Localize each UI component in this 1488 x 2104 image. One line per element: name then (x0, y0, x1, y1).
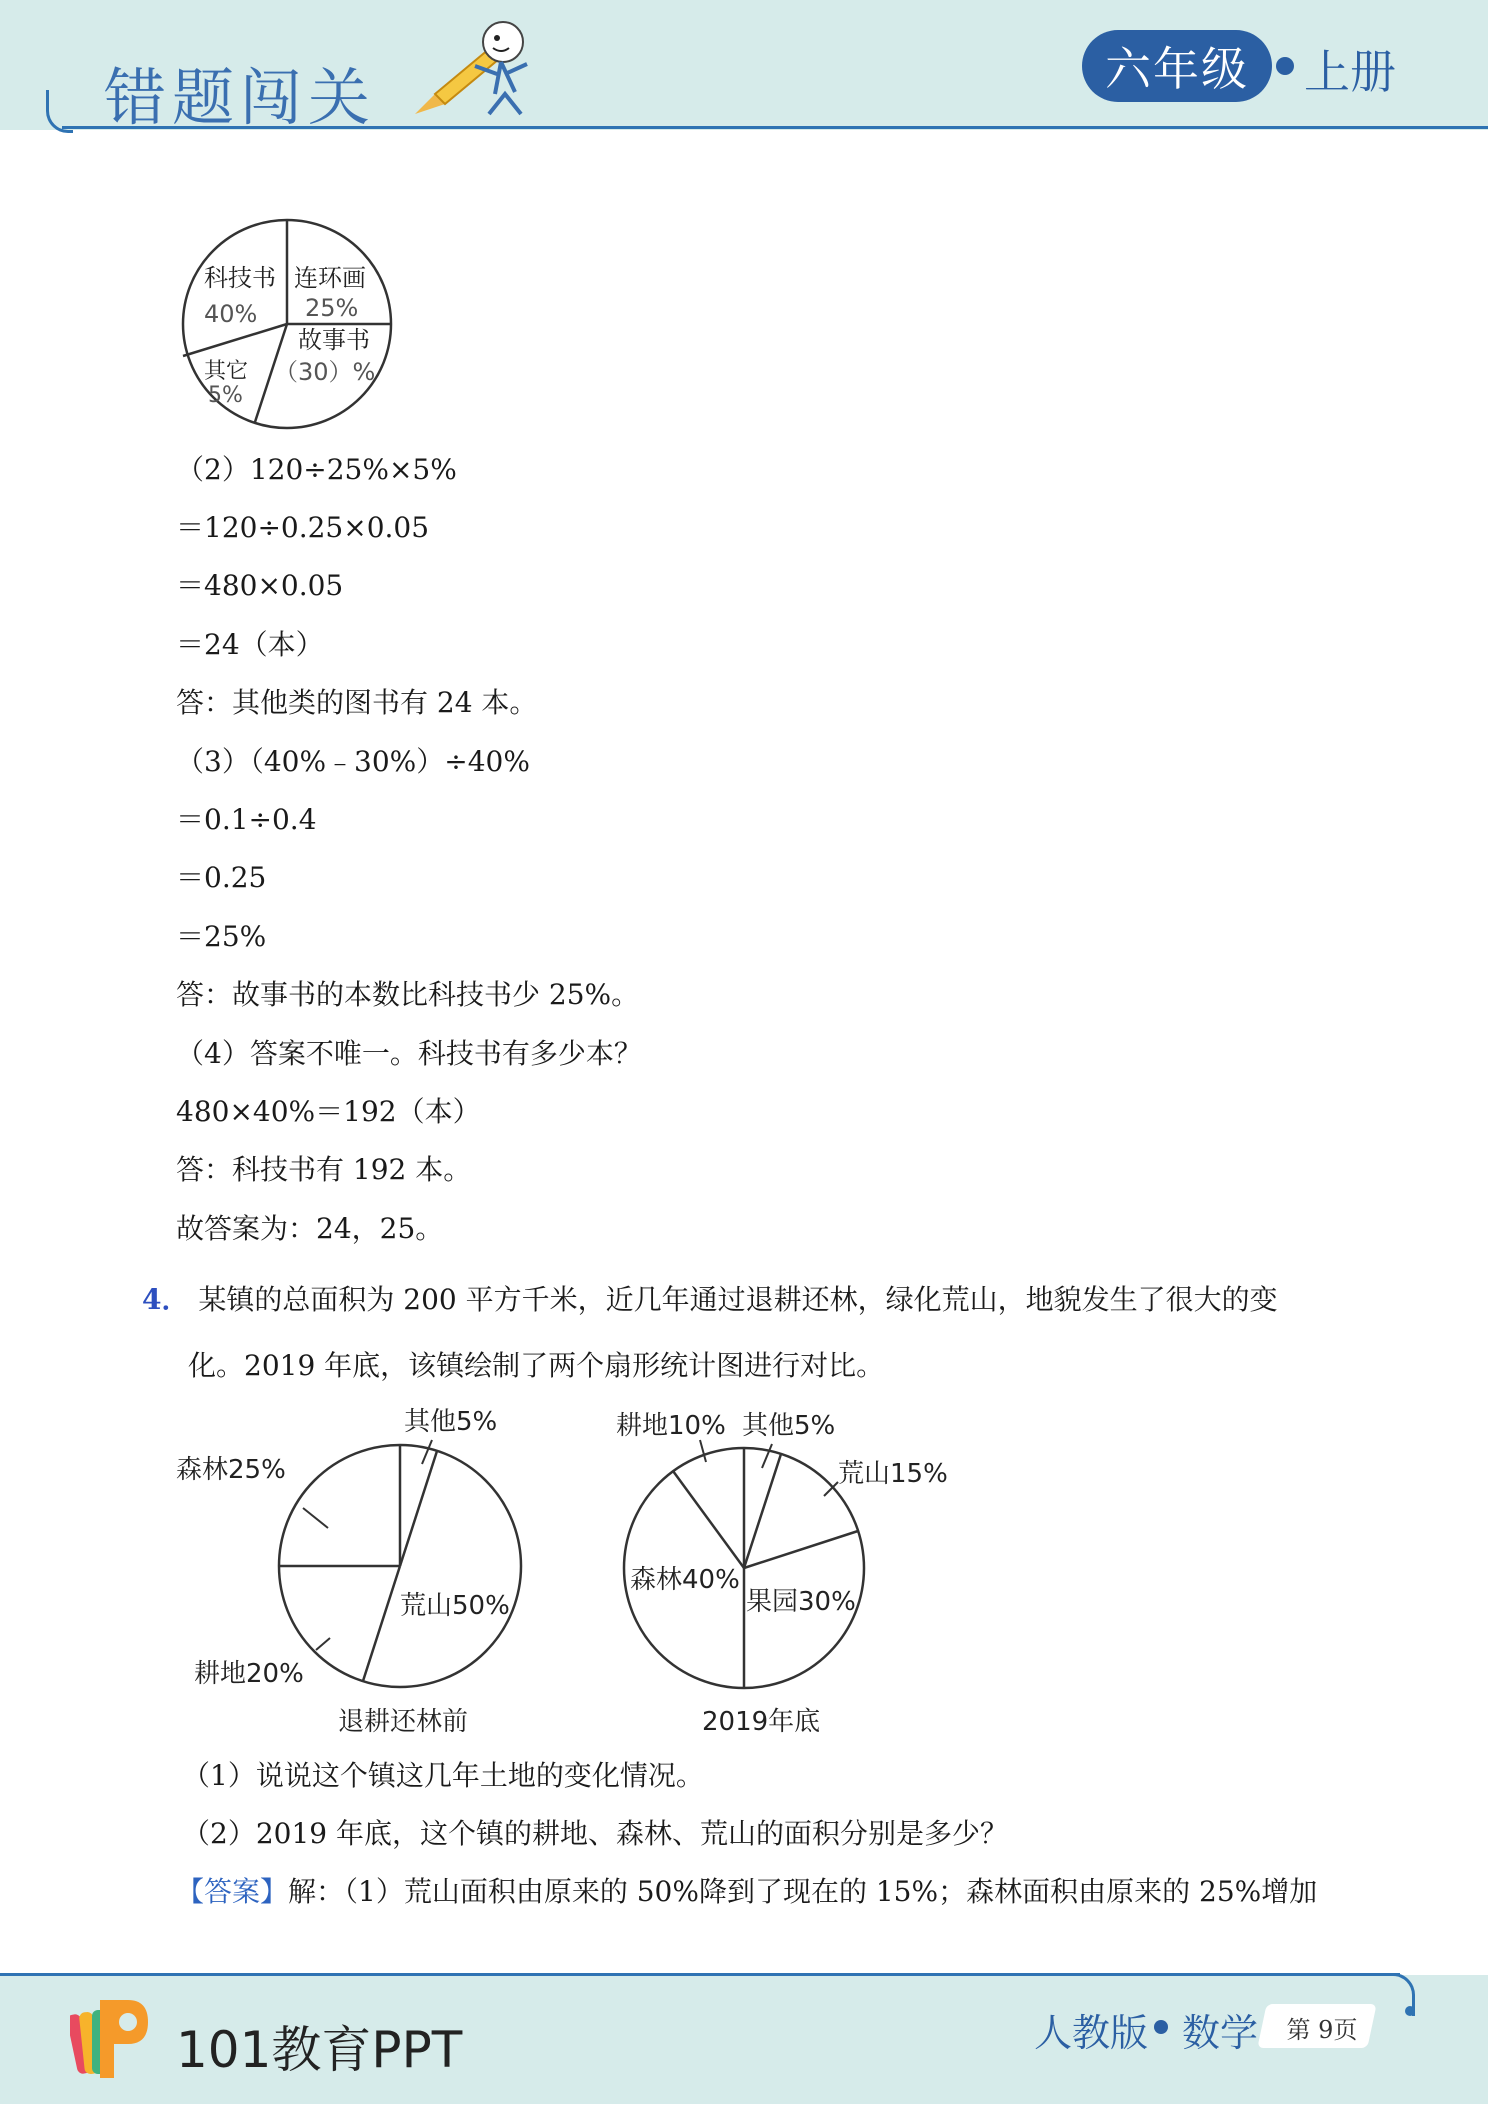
answer-tag: 【答案】 (176, 1875, 289, 1908)
books-label-keji: 科技书 (204, 264, 276, 292)
answer-line (176, 1874, 1317, 1910)
solution-line: ＝480×0.05 (176, 569, 344, 602)
question-4-sub1: （1）说说这个镇这几年土地的变化情况。 (182, 1759, 704, 1792)
before-slice-divider (363, 1566, 400, 1681)
before-slice-divider (400, 1451, 437, 1566)
books-value-qita: 5% (208, 383, 243, 408)
before-leader-line (303, 1508, 328, 1528)
grade-badge: 六年级 (1082, 30, 1272, 102)
footer-rule (0, 1973, 1400, 1976)
books-value-gushi: （30）% (274, 358, 376, 386)
books-value-keji: 40% (204, 300, 258, 328)
question-4-line2: 化。2019 年底，该镇绘制了两个扇形统计图进行对比。 (188, 1349, 885, 1382)
footer-brand: 101教育PPT (176, 2021, 463, 2079)
after-slice-divider (744, 1531, 858, 1568)
footer-edition: 人教版 (1034, 2011, 1149, 2055)
before-chart-title: 退耕还林前 (338, 1707, 469, 1737)
before-leader-line (422, 1440, 432, 1464)
solution-line: ＝120÷0.25×0.05 (176, 511, 430, 544)
solution-line: （2）120÷25%×5% (176, 453, 457, 486)
books-pie-chart (170, 210, 400, 430)
footer-dot (1154, 2020, 1168, 2034)
solution-line: ＝0.25 (176, 861, 267, 894)
solution-line: ＝24（本） (176, 628, 324, 661)
pencil-mascot-icon (405, 14, 545, 122)
books-value-lianhuanhua: 25% (305, 294, 359, 322)
after-label-senlin: 森林40% (630, 1565, 740, 1595)
answer-text: 解：（1）荒山面积由原来的 50%降到了现在的 15%；森林面积由原来的 25%增加 (288, 1875, 1318, 1908)
question-4-sub2: （2）2019 年底，这个镇的耕地、森林、荒山的面积分别是多少？ (182, 1817, 1008, 1850)
question-4-line1 (142, 1282, 1278, 1318)
solution-answer: 答：其他类的图书有 24 本。 (176, 686, 538, 719)
solution-answer: 答：科技书有 192 本。 (176, 1153, 472, 1186)
question-number: 4． (142, 1283, 190, 1316)
header-title: 错题闯关 (104, 61, 377, 134)
solution-line: ＝0.1÷0.4 (176, 803, 317, 836)
after-leader-line (762, 1444, 772, 1468)
header-dot (1276, 57, 1294, 75)
books-slice-divider (183, 324, 287, 356)
footer-hook-dot (1405, 2006, 1415, 2016)
before-label-gengdi: 耕地20% (194, 1659, 304, 1689)
after-slice-divider (744, 1454, 781, 1568)
before-label-senlin: 森林25% (176, 1455, 286, 1485)
volume-label: 上册 (1304, 45, 1396, 99)
land-2019-pie-chart (610, 1400, 950, 1740)
solution-line: ＝25% (176, 920, 267, 953)
solution-line: 480×40%＝192（本） (176, 1095, 481, 1128)
question-4-text: 某镇的总面积为 200 平方千米，近几年通过退耕还林，绿化荒山，地貌发生了很大的变 (198, 1283, 1278, 1316)
solution-answer: 答：故事书的本数比科技书少 25%。 (176, 978, 640, 1011)
land-before-pie-chart (170, 1400, 550, 1740)
footer-subject: 数学 (1182, 2011, 1259, 2055)
before-label-qita: 其他5% (404, 1407, 498, 1437)
before-leader-line (316, 1638, 330, 1650)
after-label-gengdi: 耕地10% (616, 1411, 726, 1441)
after-chart-title: 2019年底 (702, 1707, 821, 1737)
after-label-huangshan: 荒山15% (838, 1459, 948, 1489)
solution-line: （3）（40%﹣30%）÷40% (176, 745, 530, 778)
after-label-guoyuan: 果园30% (746, 1587, 856, 1617)
after-leader-line (700, 1440, 706, 1462)
books-label-gushi: 故事书 (298, 326, 370, 354)
brand-logo-icon (70, 1994, 150, 2084)
books-label-qita: 其它 (204, 359, 249, 384)
books-label-lianhuanhua: 连环画 (294, 264, 366, 292)
after-slice-divider (673, 1471, 744, 1568)
before-label-huangshan: 荒山50% (400, 1591, 510, 1621)
solution-line: （4）答案不唯一。科技书有多少本？ (176, 1037, 642, 1070)
page-number: 第 9页 (1286, 2016, 1358, 2044)
solution-conclusion: 故答案为：24，25。 (176, 1212, 444, 1245)
after-label-qita: 其他5% (742, 1411, 836, 1441)
